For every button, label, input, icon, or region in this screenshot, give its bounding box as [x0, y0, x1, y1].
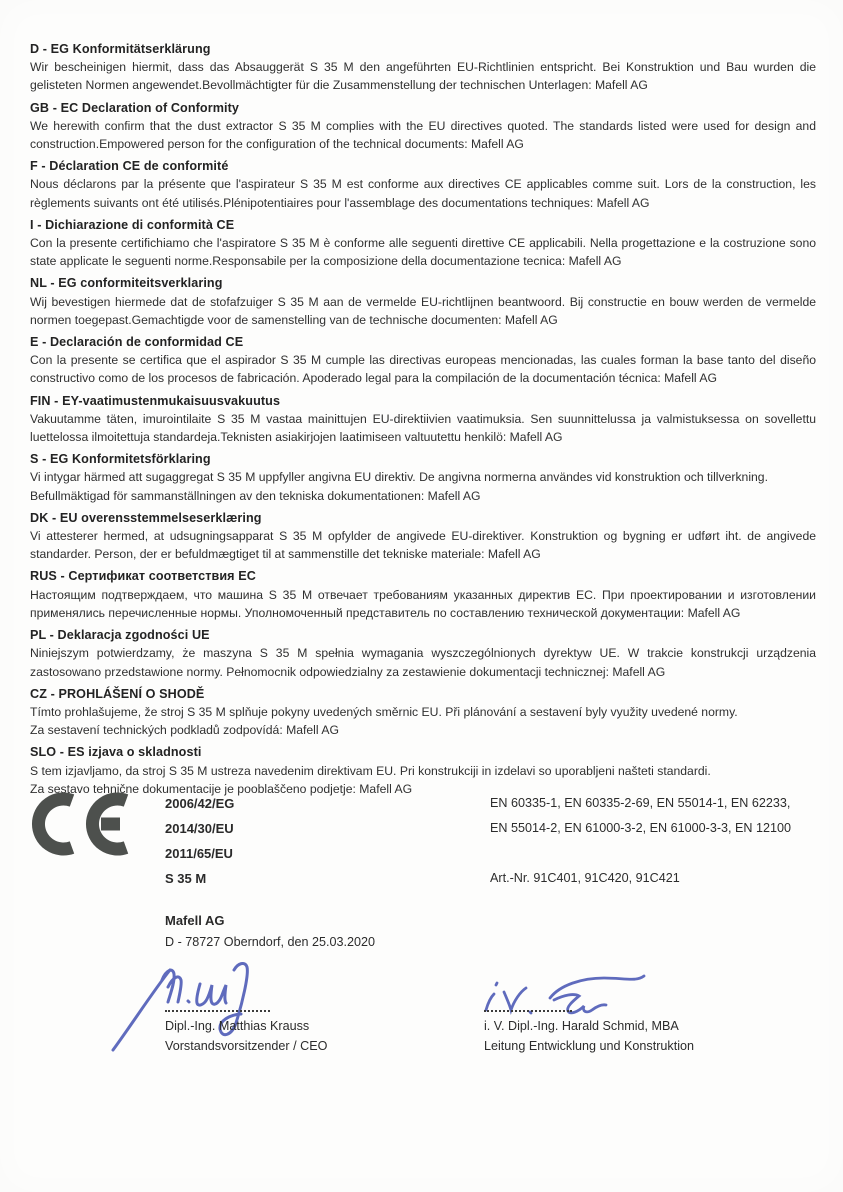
- declaration-sections: [30, 40, 816, 798]
- standards-line: EN 60335-1, EN 60335-2-69, EN 55014-1, EN 62233,: [490, 796, 791, 810]
- signature-schmid-icon: [478, 968, 653, 1033]
- signature-krauss-icon: [108, 958, 278, 1058]
- section-body: Настоящим подтверждаем, что машина S 35 M отвечает требованиям указанных директив ЕС. При проектировании и изготовлении применялись перечисленные нормы. Уполномоченный представитель по составлению технической документации: Mafell AG: [30, 587, 816, 620]
- section-heading: D - EG Konformitätserklärung: [30, 42, 211, 56]
- signature-line-right: [484, 1000, 572, 1012]
- directive-item: 2011/65/EU: [165, 846, 233, 861]
- section-body-line2: Za sestavo tehnične dokumentacije je pooblaščeno podjetje: Mafell AG: [30, 781, 413, 796]
- section-heading: CZ - PROHLÁŠENÍ O SHODĚ: [30, 686, 205, 701]
- section-body-line2: Befullmäktigad för sammanställningen av den tekniska dokumentationen: Mafell AG: [30, 488, 481, 503]
- section-i: [30, 216, 816, 271]
- section-body: S tem izjavljamo, da stroj S 35 M ustreza navedenim direktivam EU. Pri konstrukciji in izdelavi so uporabljeni našteti standardi.: [30, 763, 711, 778]
- section-body: Wir bescheinigen hiermit, dass das Absauggerät S 35 M den angeführten EU-Richtlinien entspricht. Bei Konstruktion und Bau wurden die gelisteten Normen angewendet.Bevollmächtigter für die Zusammenstellung der technischen Unterlagen: Mafell AG: [30, 60, 816, 93]
- place-and-date: D - 78727 Oberndorf, den 25.03.2020: [165, 935, 376, 949]
- section-slo: [30, 743, 816, 798]
- signer-title-left: Vorstandsvorsitzender / CEO: [165, 1039, 328, 1053]
- section-heading: DK - EU overensstemmelseserklæring: [30, 510, 262, 525]
- section-body: Vakuutamme täten, imurointilaite S 35 M vastaa mainittujen EU-direktiivien vaatimuksia. Sen suunnittelussa ja valmistuksessa on sovellettu luettelossa ilmoitettuja standardeja.Teknisten asiakirjojen laatimiseen valtuutettu henkilö: Mafell AG: [30, 411, 816, 445]
- section-body: Vi intygar härmed att sugaggregat S 35 M uppfyller angivna EU direktiv. De angivna normerna användes vid konstruktion och tillverkning.: [30, 470, 768, 485]
- section-heading: FIN - EY-vaatimustenmukaisuusvakuutus: [30, 393, 281, 408]
- section-body: Con la presente se certifica que el aspirador S 35 M cumple las directivas europeas mencionadas, las cuales forman la base tanto del diseño constructivo como de los procesos de fabricación. Apoderado legal para la compilación de la documentación técnica: Mafell AG: [30, 353, 816, 386]
- standards-line: EN 55014-2, EN 61000-3-2, EN 61000-3-3, EN 12100: [490, 821, 792, 835]
- section-body-line2: Za sestavení technických podkladů zodpovídá: Mafell AG: [30, 723, 339, 738]
- section-heading: S - EG Konformitetsförklaring: [30, 452, 211, 467]
- signature-line-left: [165, 1000, 270, 1012]
- section-cz: [30, 685, 816, 740]
- section-body: Con la presente certifichiamo che l'aspiratore S 35 M è conforme alle seguenti direttive CE applicabili. Nella progettazione e la costruzione sono state applicate le seguenti norme.Responsabile per la composizione della documentazione tecnica: Mafell AG: [30, 236, 816, 269]
- section-body: Nous déclarons par la présente que l'aspirateur S 35 M est conforme aux directives CE applicables comme suit. Lors de la construction, les règlements suivants ont été utilisés.Plénipotentiaires pour l'assemblage des documentations techniques: Mafell AG: [30, 177, 816, 210]
- signer-name-left: Dipl.-Ing. Matthias Krauss: [165, 1019, 310, 1033]
- section-heading: SLO - ES izjava o skladnosti: [30, 745, 202, 760]
- signer-name-right: i. V. Dipl.-Ing. Harald Schmid, MBA: [484, 1019, 679, 1033]
- section-heading: RUS - Сертификат соответствия ЕС: [30, 569, 256, 584]
- section-gb: [30, 99, 816, 154]
- ce-mark-icon: [28, 792, 130, 861]
- product-model: S 35 M: [165, 871, 207, 886]
- section-body: Vi attesterer hermed, at udsugningsapparat S 35 M opfylder de angivede EU-direktiver. Konstruktion og bygning er udført iht. de angivede standarder. Person, der er befuldmægtiget til at sammenstille det tekniske materiale: Mafell AG: [30, 529, 816, 562]
- section-body: We herewith confirm that the dust extractor S 35 M complies with the EU directives quoted. The standards listed were used for design and construction.Empowered person for the configuration of the technical documents: Mafell AG: [30, 118, 816, 152]
- section-rus: [30, 567, 816, 622]
- section-heading: GB - EC Declaration of Conformity: [30, 100, 240, 115]
- section-body: Niniejszym potwierdzamy, że maszyna S 35 M spełnia wymagania wyszczególnionych dyrektyw UE. W trakcie konstrukcji urządzenia zastosowano przedstawione normy. Pełnomocnik odpowiedzialny za zestawienie dokumentacji technicznej: Mafell AG: [30, 646, 816, 679]
- directive-item: 2006/42/EG: [165, 796, 235, 811]
- section-heading: PL - Deklaracja zgodności UE: [30, 628, 210, 643]
- company-name: Mafell AG: [165, 913, 225, 928]
- en-standards-list: [490, 791, 791, 841]
- section-f: [30, 157, 816, 212]
- section-heading: E - Declaración de conformidad CE: [30, 335, 244, 350]
- section-heading: I - Dichiarazione di conformità CE: [30, 217, 235, 232]
- section-body: Wij bevestigen hiermede dat de stofafzuiger S 35 M aan de vermelde EU-richtlijnen beantwoord. Bij constructie en bouw werden de vermelde normen toegepast.Gemachtigde voor de samenstelling van de technische documenten: Mafell AG: [30, 294, 816, 327]
- directive-item: 2014/30/EU: [165, 821, 234, 836]
- section-e: [30, 333, 816, 388]
- section-nl: [30, 274, 816, 329]
- article-numbers: Art.-Nr. 91C401, 91C420, 91C421: [490, 871, 680, 885]
- section-pl: [30, 626, 816, 681]
- section-heading: NL - EG conformiteitsverklaring: [30, 276, 223, 291]
- section-heading: F - Déclaration CE de conformité: [30, 159, 229, 174]
- section-dk: [30, 509, 816, 564]
- section-s: [30, 450, 816, 505]
- section-fin: [30, 392, 816, 447]
- signer-title-right: Leitung Entwicklung und Konstruktion: [484, 1039, 695, 1053]
- eu-directives-list: [165, 791, 234, 866]
- section-d: [30, 40, 816, 95]
- section-body: Tímto prohlašujeme, že stroj S 35 M splňuje pokyny uvedených směrnic EU. Při plánování a sestavení byly využity uvedené normy.: [30, 704, 738, 719]
